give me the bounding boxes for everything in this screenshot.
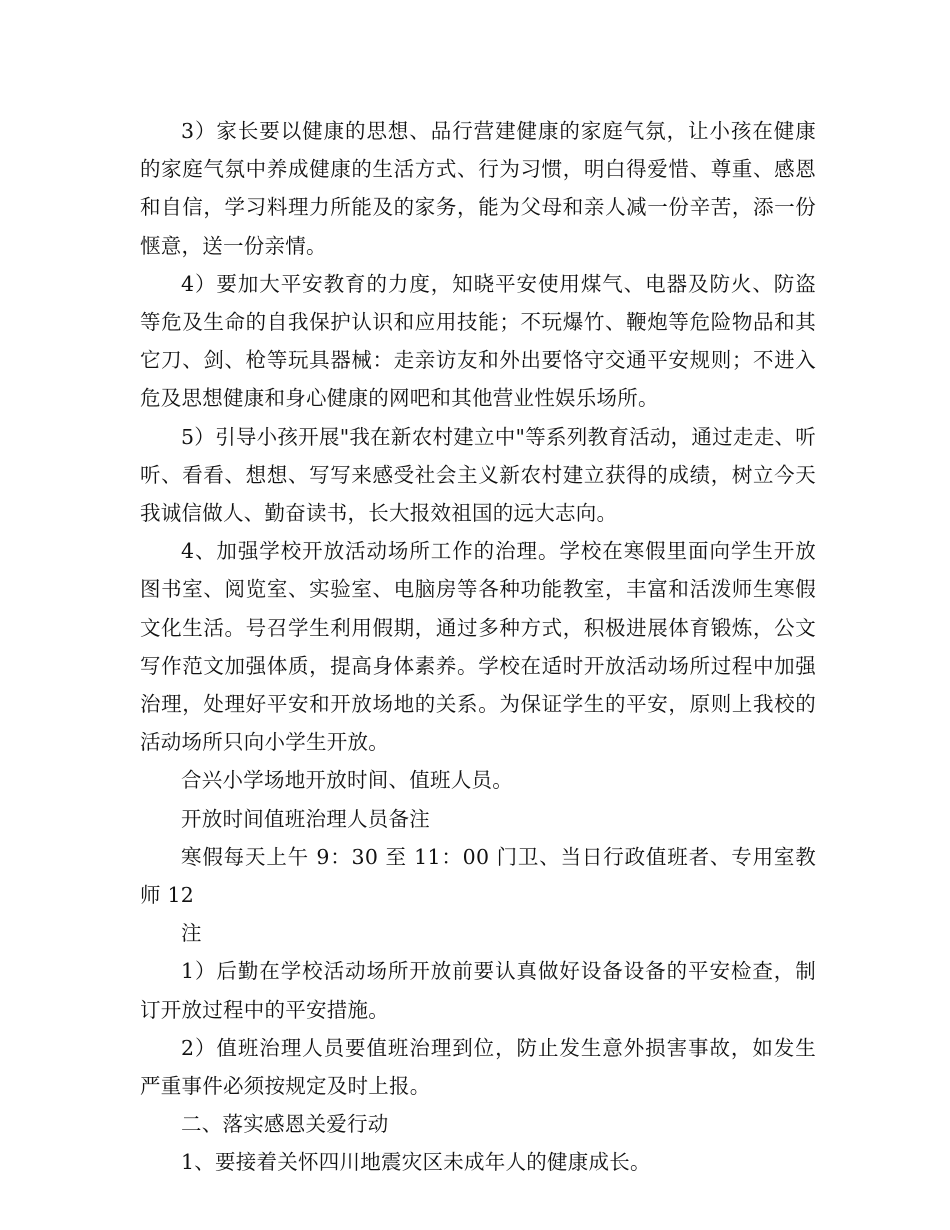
paragraph-venue-open-times: 合兴小学场地开放时间、值班人员。 [181, 768, 513, 793]
paragraph-table-header: 开放时间值班治理人员备注 [181, 806, 430, 831]
paragraph-sichuan-care: 1、要接着关怀四川地震灾区未成年人的健康成长。 [181, 1150, 651, 1175]
paragraph-note-logistics: 1）后勤在学校活动场所开放前要认真做好设备设备的平安检查，制订开放过程中的平安措施。 [140, 959, 816, 1022]
paragraph-parent-health: 3）家长要以健康的思想、品行营建健康的家庭气氛，让小孩在健康的家庭气氛中养成健康的生活方式、行为习惯，明白得爱惜、尊重、感恩和自信，学习料理力所能及的家务，能为父母和亲人减一份辛苦，添一份惬意，送一份亲情。 [140, 119, 816, 258]
paragraph-note-heading: 注 [181, 921, 202, 946]
paragraph-winter-schedule: 寒假每天上午 9：30 至 11：00 门卫、当日行政值班者、专用室教师 12 [140, 844, 816, 908]
paragraph-safety-education: 4）要加大平安教育的力度，知晓平安使用煤气、电器及防火、防盗等危及生命的自我保护认识和应用技能；不玩爆竹、鞭炮等危险物品和其它刀、剑、枪等玩具器械：走亲访友和外出要恪守交通平安规则；不进入危及思想健康和身心健康的网吧和其他营业性娱乐场所。 [140, 271, 816, 411]
paragraph-note-duty-staff: 2）值班治理人员要值班治理到位，防止发生意外损害事故，如发生严重事件必须按规定及时上报。 [140, 1035, 816, 1099]
section-heading-gratitude: 二、落实感恩关爱行动 [181, 1112, 389, 1137]
paragraph-new-village-activity: 5）引导小孩开展"我在新农村建立中"等系列教育活动，通过走走、听听、看看、想想、写写来感受社会主义新农村建立获得的成绩，树立今天我诚信做人、勤奋读书，长大报效祖国的远大志向。 [140, 424, 816, 526]
document-body [140, 112, 816, 1182]
paragraph-school-venue-management: 4、加强学校开放活动场所工作的治理。学校在寒假里面向学生开放图书室、阅览室、实验室、电脑房等各种功能教室，丰富和活泼师生寒假文化生活。号召学生利用假期，通过多种方式，积极进展体育锻炼，公文写作范文加强体质，提高身体素养。学校在适时开放活动场所过程中加强治理，处理好平安和开放场地的关系。为保证学生的平安，原则上我校的活动场所只向小学生开放。 [140, 539, 816, 755]
